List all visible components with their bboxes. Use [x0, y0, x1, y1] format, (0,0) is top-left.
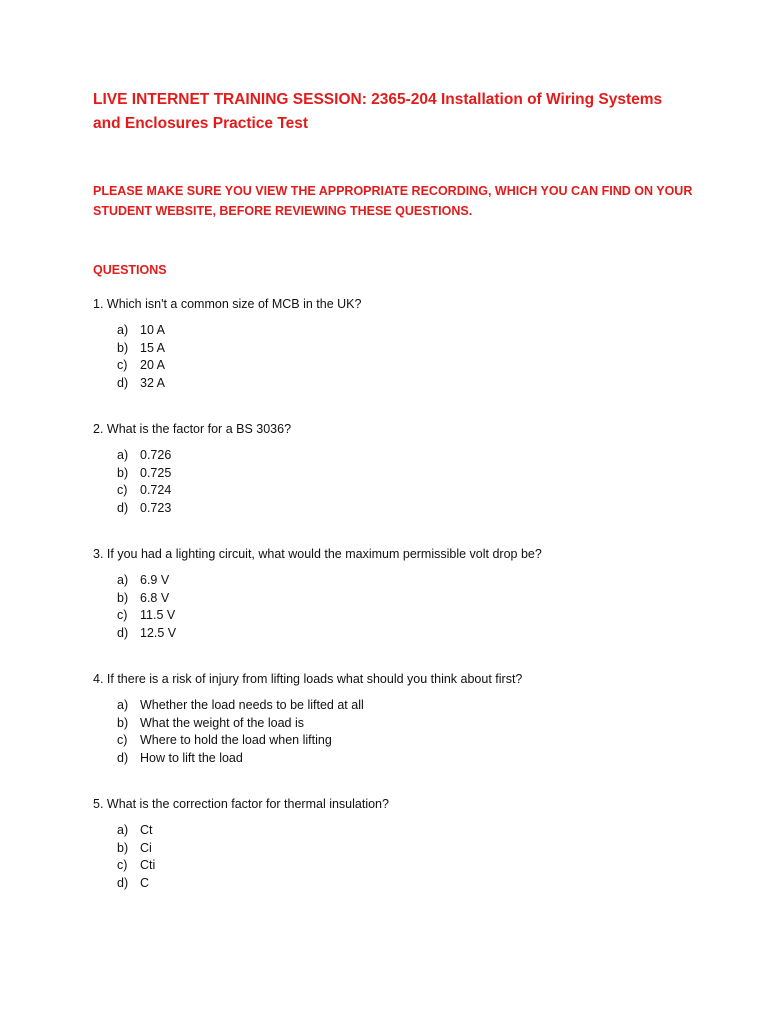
option-letter: b) — [117, 465, 129, 480]
option-letter: c) — [117, 608, 128, 623]
document-title: LIVE INTERNET TRAINING SESSION: 2365-204 Installation of Wiring Systems and Enclosures Practice Test — [93, 91, 663, 132]
option-text: 6.8 V — [140, 590, 170, 605]
option-letter: a) — [117, 323, 129, 337]
answer-options — [93, 322, 693, 393]
option-letter: c) — [117, 483, 128, 498]
option-text: 0.726 — [140, 448, 172, 462]
option-letter: a) — [117, 573, 129, 587]
option-letter: b) — [117, 840, 129, 855]
option-text: 12.5 V — [140, 626, 177, 641]
option-letter: c) — [117, 858, 128, 873]
option-letter: d) — [117, 501, 129, 516]
answer-option-b — [93, 715, 693, 733]
option-text: How to lift the load — [140, 751, 243, 766]
option-text: Cti — [140, 858, 156, 873]
question-4 — [93, 671, 693, 768]
answer-option-b — [93, 590, 693, 608]
answer-option-a — [93, 322, 693, 340]
option-text: Whether the load needs to be lifted at all — [140, 698, 364, 712]
option-text: 0.723 — [140, 501, 172, 516]
question-1 — [93, 296, 693, 393]
answer-option-d — [93, 750, 693, 768]
answer-option-d — [93, 625, 693, 643]
option-text: 11.5 V — [140, 608, 176, 623]
option-text: 0.724 — [140, 483, 172, 498]
option-letter: b) — [117, 340, 129, 355]
question-text: 3. If you had a lighting circuit, what would the maximum permissible volt drop be? — [93, 547, 542, 561]
question-text: 1. Which isn't a common size of MCB in the UK? — [93, 297, 362, 311]
answer-option-a — [93, 447, 693, 465]
option-text: Ct — [140, 823, 153, 837]
question-5 — [93, 796, 693, 893]
answer-option-b — [93, 465, 693, 483]
question-text: 4. If there is a risk of injury from lifting loads what should you think about first? — [93, 672, 523, 686]
option-text: 0.725 — [140, 465, 172, 480]
answer-option-d — [93, 875, 693, 893]
answer-options — [93, 572, 693, 643]
answer-option-d — [93, 375, 693, 393]
answer-option-c — [93, 482, 693, 500]
option-text: 20 A — [140, 358, 166, 373]
option-text: 6.9 V — [140, 573, 170, 587]
answer-option-b — [93, 840, 693, 858]
viewing-notice: PLEASE MAKE SURE YOU VIEW THE APPROPRIATE RECORDING, WHICH YOU CAN FIND ON YOUR STUDENT WEBSITE, BEFORE REVIEWING THESE QUESTIONS. — [93, 184, 693, 218]
option-letter: d) — [117, 626, 129, 641]
answer-options — [93, 822, 693, 893]
option-letter: c) — [117, 733, 128, 748]
answer-option-a — [93, 572, 693, 590]
option-text: What the weight of the load is — [140, 715, 304, 730]
option-text: 32 A — [140, 376, 166, 391]
answer-option-d — [93, 500, 693, 518]
option-letter: a) — [117, 823, 129, 837]
answer-option-c — [93, 732, 693, 750]
answer-option-a — [93, 697, 693, 715]
answer-options — [93, 697, 693, 768]
option-text: Ci — [140, 840, 152, 855]
option-text: Where to hold the load when lifting — [140, 733, 332, 748]
option-letter: d) — [117, 751, 129, 766]
option-letter: a) — [117, 448, 129, 462]
option-text: 15 A — [140, 340, 166, 355]
option-text: 10 A — [140, 323, 166, 337]
answer-option-a — [93, 822, 693, 840]
option-text: C — [140, 876, 150, 891]
question-text: 2. What is the factor for a BS 3036? — [93, 422, 292, 436]
question-3 — [93, 546, 693, 643]
question-text: 5. What is the correction factor for thermal insulation? — [93, 797, 389, 811]
option-letter: d) — [117, 876, 129, 891]
option-letter: a) — [117, 698, 129, 712]
option-letter: b) — [117, 590, 129, 605]
answer-option-c — [93, 857, 693, 875]
answer-options — [93, 447, 693, 518]
answer-option-c — [93, 357, 693, 375]
option-letter: d) — [117, 376, 129, 391]
question-2 — [93, 421, 693, 518]
answer-option-c — [93, 607, 693, 625]
option-letter: b) — [117, 715, 129, 730]
answer-option-b — [93, 340, 693, 358]
questions-heading: QUESTIONS — [93, 263, 167, 277]
option-letter: c) — [117, 358, 128, 373]
